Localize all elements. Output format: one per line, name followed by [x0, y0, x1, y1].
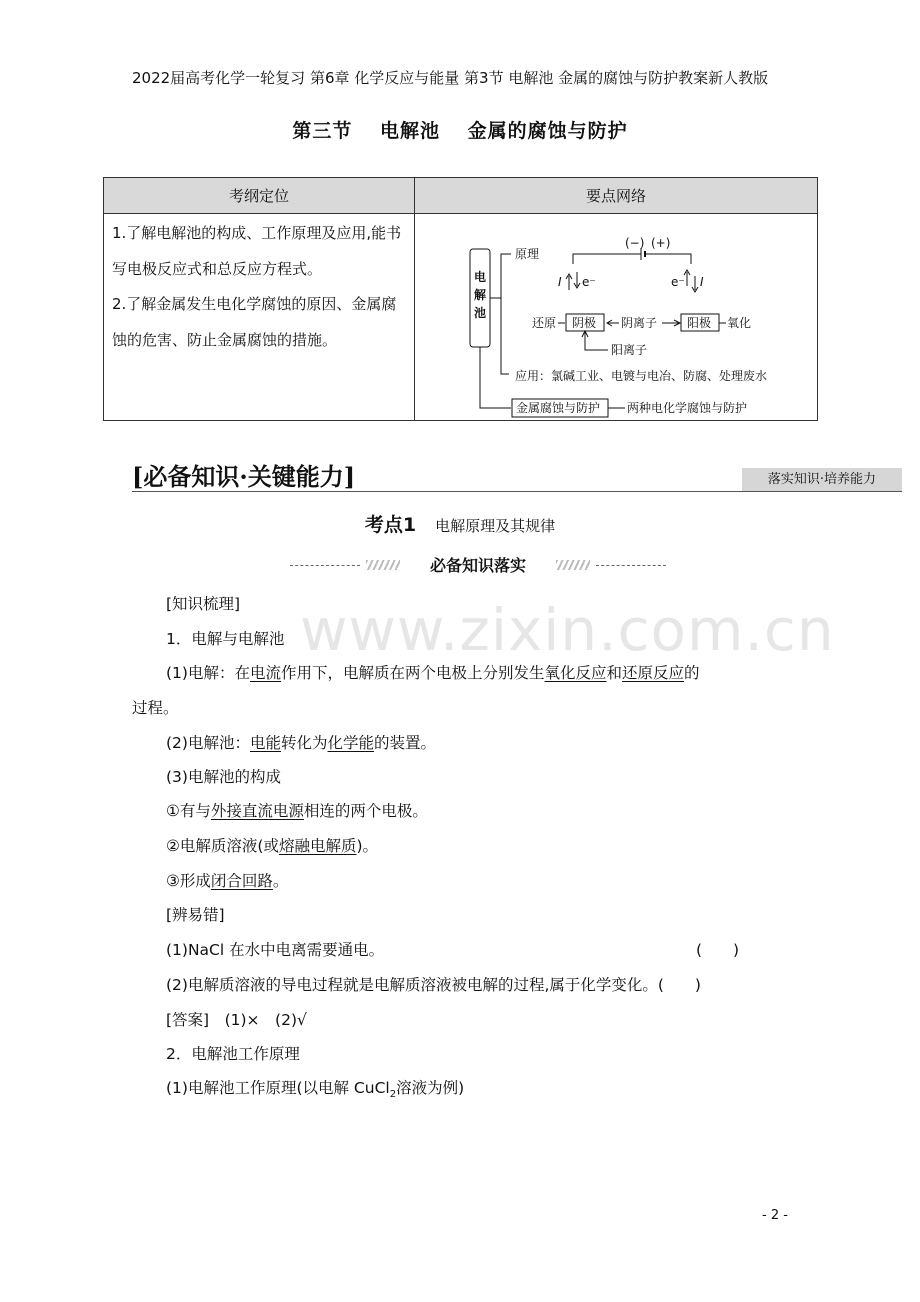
- text: 作用下，电解质在两个电极上分别发生: [280, 664, 545, 682]
- key-term: 还原反应: [622, 664, 685, 682]
- outline-header-position: 考纲定位: [104, 178, 415, 214]
- key-term: 氧化反应: [544, 664, 607, 682]
- diagram-current-label: I: [700, 275, 704, 289]
- section-subtopic: 金属的腐蚀与防护: [467, 120, 628, 142]
- paragraph-composition: (3)电解池的构成: [166, 768, 281, 786]
- text: 相连的两个电极。: [303, 802, 428, 820]
- diagram-corrosion-line: [480, 347, 511, 408]
- section-number: 第三节: [292, 120, 353, 142]
- outline-requirements: [104, 214, 415, 421]
- diagram-bracket-main: [490, 254, 511, 374]
- kaodian-heading: [0, 510, 920, 537]
- composition-item: [166, 835, 836, 857]
- text: (1)电解池工作原理(以电解 CuCl: [166, 1079, 390, 1097]
- knowledge-network-cell: [415, 214, 818, 421]
- section-topic: 电解池: [379, 120, 440, 142]
- composition-item: [166, 870, 836, 892]
- text: 和: [606, 664, 623, 682]
- diagram-corrosion-desc: 两种电化学腐蚀与防护: [627, 401, 748, 415]
- key-term: 熔融电解质: [278, 837, 357, 855]
- key-term: 外接直流电源: [210, 802, 304, 820]
- section-title: [0, 116, 920, 143]
- subsection-heading: 1．电解与电解池: [166, 630, 285, 648]
- sub-banner-title: 必备知识落实: [429, 556, 526, 575]
- section-banner-tag: 落实知识·培养能力: [742, 468, 902, 491]
- diagram-anode: 阳极: [687, 316, 712, 330]
- text: (1)电解：在: [166, 664, 250, 682]
- diagram-anion: 阴离子: [621, 316, 658, 330]
- key-term: 电能: [249, 734, 281, 752]
- key-term: 闭合回路: [210, 872, 273, 890]
- text: ①有与: [166, 802, 211, 820]
- document-title: 2022届高考化学一轮复习 第6章 化学反应与能量 第3节 电解池 金属的腐蚀与防护教案新人教版: [132, 69, 769, 87]
- subsection-heading: 2．电解池工作原理: [166, 1045, 300, 1063]
- outline-table: [103, 177, 818, 421]
- composition-item: [166, 800, 836, 822]
- text: 的装置。: [374, 734, 437, 752]
- key-term: 电流: [249, 664, 281, 682]
- diagram-negative: (−): [625, 236, 645, 250]
- diagram-electron-label: e⁻: [671, 275, 685, 289]
- text: 的: [684, 664, 700, 682]
- paragraph-principle: [166, 1077, 836, 1106]
- paragraph-cell: [166, 732, 836, 754]
- diagram-root-char: 池: [473, 306, 487, 320]
- text: 溶液为例): [396, 1079, 465, 1097]
- kaodian-label: 考点1: [364, 514, 417, 536]
- page-number: - 2 -: [762, 1208, 788, 1223]
- text: 转化为: [280, 734, 328, 752]
- diagram-cation-line: [585, 332, 608, 350]
- error-heading: [辨易错]: [166, 906, 225, 924]
- diagram-root-char: 解: [473, 288, 487, 302]
- diagram-cathode: 阴极: [572, 316, 597, 330]
- diagram-application: 应用：氯碱工业、电镀与电冶、防腐、处理废水: [515, 369, 768, 383]
- sub-banner: [290, 556, 666, 574]
- outline-item: 2.了解金属发生电化学腐蚀的原因、金属腐蚀的危害、防止金属腐蚀的措施。: [112, 295, 397, 349]
- section-banner-title: [必备知识·关键能力]: [132, 462, 356, 491]
- watermark: www.zixin.com.cn: [300, 596, 835, 664]
- quiz-question: (1)NaCl 在水中电离需要通电。: [166, 941, 385, 959]
- quiz-question: (2)电解质溶液的导电过程就是电解质溶液被电解的过程,属于化学变化。( ): [166, 976, 701, 994]
- knowledge-heading: [知识梳理]: [166, 595, 241, 613]
- diagram-cation: 阳离子: [611, 343, 648, 357]
- diagram-root-char: 电: [473, 270, 487, 284]
- key-term: 化学能: [327, 734, 375, 752]
- outline-header-network: 要点网络: [415, 178, 818, 214]
- text: ②电解质溶液(或: [166, 837, 279, 855]
- text: ③形成: [166, 872, 211, 890]
- banner-divider: [132, 491, 902, 492]
- paragraph-continuation: 过程。: [132, 699, 179, 717]
- subscript: 2: [389, 1089, 397, 1101]
- kaodian-name: 电解原理及其规律: [435, 517, 556, 535]
- paragraph-electrolysis: [166, 662, 806, 684]
- answer-line: [答案] (1)× (2)√: [166, 1011, 307, 1029]
- knowledge-network-diagram: [415, 214, 835, 420]
- diagram-reduction: 还原: [532, 316, 557, 330]
- text: )。: [356, 837, 379, 855]
- diagram-corrosion: 金属腐蚀与防护: [516, 401, 601, 415]
- outline-item: 1.了解电解池的构成、工作原理及应用,能书写电极反应式和总反应方程式。: [112, 224, 402, 278]
- diagram-principle: 原理: [515, 247, 540, 261]
- diagram-electron-label: e⁻: [582, 275, 596, 289]
- diagram-oxidation: 氧化: [727, 316, 752, 330]
- diagram-power-wire: [573, 254, 691, 264]
- diagram-positive: (+): [651, 236, 671, 250]
- text: (2)电解池：: [166, 734, 250, 752]
- text: 。: [272, 872, 289, 890]
- answer-blank: ( ): [696, 941, 740, 959]
- diagram-current-label: I: [558, 275, 562, 289]
